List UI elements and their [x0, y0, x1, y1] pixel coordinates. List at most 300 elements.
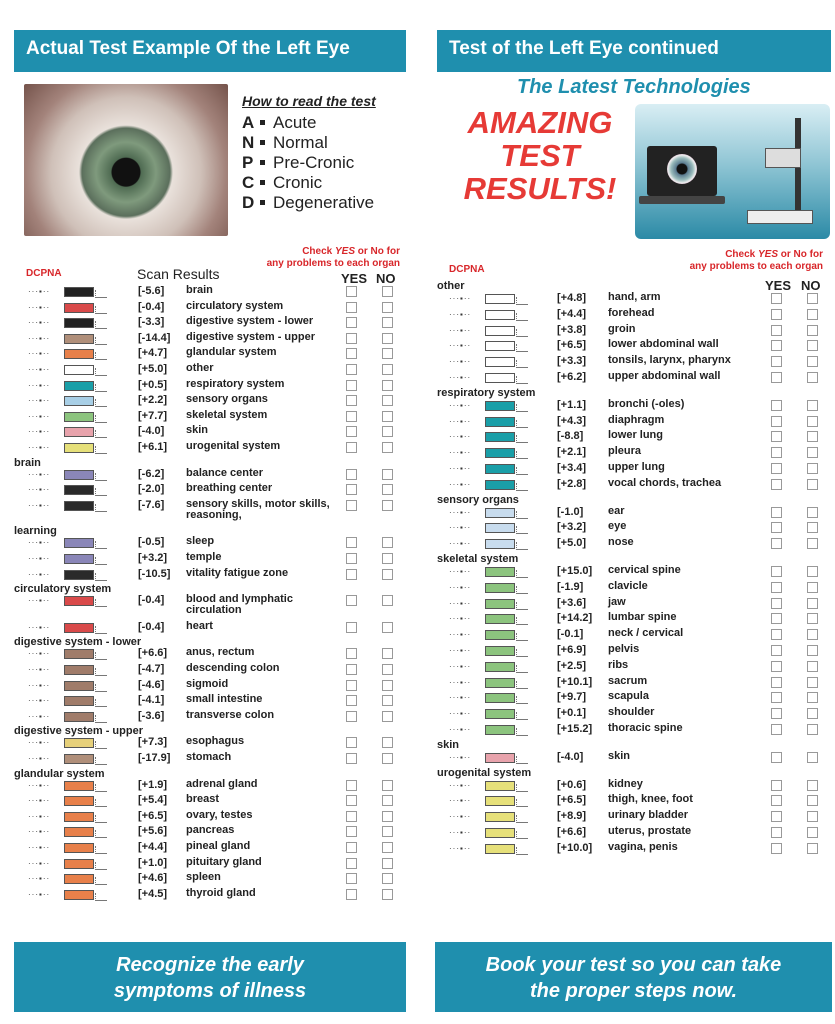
result-row	[28, 332, 396, 346]
no-checkbox[interactable]	[382, 811, 393, 822]
yes-checkbox[interactable]	[346, 695, 357, 706]
promo-line: RESULTS!	[463, 171, 617, 206]
scale-tick	[516, 696, 528, 704]
result-row	[449, 399, 821, 413]
organ-label: forehead	[608, 306, 655, 319]
yes-checkbox[interactable]	[346, 889, 357, 900]
dcpna-indicator: ···▪··	[28, 858, 51, 868]
yes-checkbox[interactable]	[346, 484, 357, 495]
scale-tick	[95, 368, 107, 376]
yes-checkbox[interactable]	[346, 442, 357, 453]
yes-checkbox[interactable]	[771, 538, 782, 549]
yes-checkbox[interactable]	[771, 293, 782, 304]
no-checkbox[interactable]	[807, 677, 818, 688]
organ-label: balance center	[186, 466, 264, 479]
no-checkbox[interactable]	[382, 664, 393, 675]
yes-checkbox[interactable]	[771, 780, 782, 791]
organ-label: pelvis	[608, 643, 640, 655]
level-swatch	[485, 539, 515, 549]
no-checkbox[interactable]	[382, 889, 393, 900]
dcpna-indicator: ···▪··	[449, 677, 472, 687]
level-swatch	[64, 738, 94, 748]
scale-tick	[516, 815, 528, 823]
yes-checkbox[interactable]	[771, 582, 782, 593]
scan-results-heading: Scan Results	[137, 266, 220, 282]
dcpna-indicator: ···▪··	[28, 596, 51, 606]
yes-checkbox[interactable]	[771, 677, 782, 688]
no-checkbox[interactable]	[382, 484, 393, 495]
dcpna-indicator: ···▪··	[449, 325, 472, 335]
no-checkbox[interactable]	[807, 708, 818, 719]
yes-checkbox[interactable]	[771, 598, 782, 609]
scale-tick	[516, 376, 528, 384]
left-header	[14, 30, 406, 72]
no-checkbox[interactable]	[807, 372, 818, 383]
dcpna-indicator: ···▪··	[449, 464, 472, 473]
no-checkbox[interactable]	[382, 873, 393, 884]
dcpna-label: DCPNA	[26, 268, 62, 279]
no-checkbox[interactable]	[382, 348, 393, 359]
organ-label: pleura	[608, 445, 642, 458]
level-swatch	[64, 554, 94, 564]
dcpna-label: DCPNA	[449, 264, 485, 275]
result-row	[449, 581, 821, 595]
scale-tick	[516, 586, 528, 594]
level-swatch	[485, 583, 515, 593]
scale-tick	[95, 652, 107, 660]
organ-label: jaw	[608, 595, 626, 608]
right-panel	[425, 0, 835, 1024]
yes-checkbox[interactable]	[346, 286, 357, 297]
legend-label: Acute	[273, 113, 317, 132]
dcpna-indicator: ···▪··	[449, 828, 472, 837]
level-swatch	[64, 381, 94, 391]
no-checkbox[interactable]	[807, 566, 818, 577]
scan-value: [+15.2]	[557, 723, 593, 735]
yes-checkbox[interactable]	[346, 395, 357, 406]
yes-checkbox[interactable]	[346, 364, 357, 375]
no-checkbox[interactable]	[382, 842, 393, 853]
legend-row	[242, 193, 412, 213]
yes-checkbox[interactable]	[771, 708, 782, 719]
scan-value: [-0.4]	[138, 300, 165, 313]
dcpna-indicator: ···▪··	[28, 665, 51, 674]
dcpna-indicator: ···▪··	[449, 400, 472, 410]
yes-checkbox[interactable]	[346, 302, 357, 313]
yes-checkbox[interactable]	[771, 522, 782, 533]
organ-label: temple	[186, 551, 222, 563]
no-checkbox[interactable]	[807, 780, 818, 791]
yes-checkbox[interactable]	[771, 372, 782, 383]
scale-tick	[95, 815, 107, 823]
no-checkbox[interactable]	[807, 538, 818, 549]
level-swatch	[64, 412, 94, 422]
scale-tick	[95, 784, 107, 792]
level-swatch	[64, 470, 94, 480]
result-row	[449, 644, 821, 658]
yes-checkbox[interactable]	[771, 724, 782, 735]
level-swatch	[485, 567, 515, 577]
legend-row	[242, 153, 412, 173]
scan-value: [+2.1]	[557, 446, 587, 459]
legend-row	[242, 133, 412, 153]
result-row	[449, 842, 821, 856]
no-checkbox[interactable]	[382, 711, 393, 722]
yes-checkbox[interactable]	[346, 780, 357, 791]
no-checkbox[interactable]	[807, 431, 818, 442]
scan-value: [+8.9]	[557, 810, 587, 823]
result-row	[449, 521, 821, 535]
section-title: brain	[14, 456, 41, 469]
dcpna-indicator: ···▪··	[449, 661, 472, 671]
yes-checkbox[interactable]	[771, 613, 782, 624]
no-checkbox[interactable]	[382, 333, 393, 344]
right-title: Test of the Left Eye continued	[449, 38, 719, 59]
level-swatch	[485, 646, 515, 656]
scan-value: [+1.1]	[557, 398, 587, 411]
no-checkbox[interactable]	[807, 598, 818, 609]
no-checkbox[interactable]	[382, 364, 393, 375]
yes-checkbox[interactable]	[346, 426, 357, 437]
yes-checkbox[interactable]	[346, 333, 357, 344]
no-checkbox[interactable]	[807, 356, 818, 367]
yes-checkbox[interactable]	[346, 858, 357, 869]
yes-checkbox[interactable]	[771, 463, 782, 474]
yes-checkbox[interactable]	[771, 507, 782, 518]
no-checkbox[interactable]	[807, 629, 818, 640]
scale-tick	[516, 799, 528, 807]
organ-label: sigmoid	[186, 677, 229, 690]
yes-checkbox[interactable]	[346, 737, 357, 748]
level-swatch	[64, 596, 94, 606]
organ-label: sleep	[186, 535, 215, 548]
scale-tick	[516, 847, 528, 855]
scan-value: [+2.2]	[138, 394, 168, 407]
no-checkbox[interactable]	[807, 416, 818, 427]
scale-tick	[516, 451, 528, 459]
no-checkbox[interactable]	[382, 553, 393, 564]
level-swatch	[485, 781, 515, 791]
yes-checkbox[interactable]	[771, 400, 782, 411]
no-checkbox[interactable]	[807, 795, 818, 806]
result-row	[449, 308, 821, 322]
organ-label: neck / cervical	[608, 627, 684, 640]
organ-label: thoracic spine	[608, 722, 683, 734]
no-checkbox[interactable]	[382, 537, 393, 548]
no-checkbox[interactable]	[807, 479, 818, 490]
scale-tick	[516, 542, 528, 550]
organ-label: ovary, testes	[186, 808, 253, 821]
level-swatch	[485, 709, 515, 719]
yes-checkbox[interactable]	[771, 447, 782, 458]
legend-letter: A	[242, 113, 255, 132]
dcpna-indicator: ···▪··	[28, 649, 51, 659]
no-checkbox[interactable]	[807, 507, 818, 518]
scan-value: [+5.4]	[138, 794, 168, 807]
yes-checkbox[interactable]	[771, 661, 782, 672]
section-title: digestive system - upper	[14, 725, 143, 738]
how-to-read-legend	[242, 93, 412, 213]
no-checkbox[interactable]	[382, 442, 393, 453]
dcpna-indicator: ···▪··	[449, 432, 472, 442]
dcpna-indicator: ···▪··	[28, 843, 51, 852]
scan-value: [+1.0]	[138, 856, 168, 869]
scan-value: [+4.4]	[138, 841, 168, 853]
no-checkbox[interactable]	[807, 400, 818, 411]
result-row	[28, 441, 396, 455]
yes-checkbox[interactable]	[346, 680, 357, 691]
no-checkbox[interactable]	[807, 463, 818, 474]
scale-tick	[95, 626, 107, 634]
no-checkbox[interactable]	[382, 780, 393, 791]
result-row	[449, 478, 821, 492]
no-checkbox[interactable]	[382, 569, 393, 580]
no-checkbox[interactable]	[382, 737, 393, 748]
no-checkbox[interactable]	[807, 827, 818, 838]
no-checkbox[interactable]	[382, 826, 393, 837]
result-row	[28, 410, 396, 424]
no-header: NO	[376, 271, 396, 286]
no-checkbox[interactable]	[382, 858, 393, 869]
level-swatch	[485, 678, 515, 688]
yes-checkbox[interactable]	[346, 500, 357, 511]
scale-tick	[516, 617, 528, 625]
yes-checkbox[interactable]	[346, 537, 357, 548]
scale-tick	[95, 337, 107, 345]
scan-value: [+2.8]	[557, 477, 587, 490]
no-checkbox[interactable]	[382, 411, 393, 422]
level-swatch	[485, 614, 515, 624]
result-row	[449, 506, 821, 520]
organ-label: heart	[186, 619, 213, 632]
scale-tick	[95, 846, 107, 854]
level-swatch	[485, 753, 515, 763]
yes-checkbox[interactable]	[346, 469, 357, 480]
scan-value: [+3.4]	[557, 462, 587, 474]
organ-label: spleen	[186, 871, 221, 884]
no-checkbox[interactable]	[382, 286, 393, 297]
no-checkbox[interactable]	[807, 613, 818, 624]
yes-checkbox[interactable]	[346, 622, 357, 633]
dcpna-indicator: ···▪··	[449, 843, 472, 853]
no-checkbox[interactable]	[382, 500, 393, 511]
dcpna-indicator: ···▪··	[449, 598, 472, 608]
organ-label: pancreas	[186, 824, 235, 837]
no-header: NO	[801, 278, 821, 293]
yes-checkbox[interactable]	[771, 843, 782, 854]
yes-checkbox[interactable]	[346, 648, 357, 659]
no-checkbox[interactable]	[807, 811, 818, 822]
yes-checkbox[interactable]	[771, 645, 782, 656]
yes-checkbox[interactable]	[346, 711, 357, 722]
level-swatch	[64, 427, 94, 437]
yes-checkbox[interactable]	[346, 811, 357, 822]
camera-scope-image	[747, 118, 813, 228]
no-checkbox[interactable]	[382, 753, 393, 764]
yes-checkbox[interactable]	[771, 629, 782, 640]
no-checkbox[interactable]	[382, 695, 393, 706]
no-checkbox[interactable]	[807, 293, 818, 304]
scan-value: [+2.5]	[557, 659, 587, 672]
dcpna-indicator: ···▪··	[449, 812, 472, 822]
yes-checkbox[interactable]	[771, 752, 782, 763]
dcpna-indicator: ···▪··	[449, 294, 472, 303]
scale-tick	[95, 862, 107, 870]
result-row	[449, 462, 821, 476]
dcpna-indicator: ···▪··	[449, 357, 472, 367]
no-checkbox[interactable]	[807, 309, 818, 320]
scale-tick	[95, 352, 107, 360]
scan-value: [+0.6]	[557, 778, 587, 791]
dcpna-indicator: ···▪··	[28, 827, 51, 837]
yes-checkbox[interactable]	[346, 873, 357, 884]
dcpna-indicator: ···▪··	[28, 569, 51, 579]
dcpna-indicator: ···▪··	[28, 349, 51, 359]
no-checkbox[interactable]	[807, 522, 818, 533]
yes-checkbox[interactable]	[771, 416, 782, 427]
no-checkbox[interactable]	[382, 469, 393, 480]
yes-checkbox[interactable]	[771, 811, 782, 822]
scale-tick	[516, 344, 528, 352]
organ-label: kidney	[608, 777, 643, 790]
no-checkbox[interactable]	[382, 595, 393, 606]
result-row	[28, 593, 396, 617]
scan-value: [+0.1]	[557, 707, 587, 720]
organ-label: skin	[608, 749, 631, 762]
organ-label: urogenital system	[186, 440, 281, 452]
no-checkbox[interactable]	[382, 795, 393, 806]
scale-tick	[95, 757, 107, 765]
no-checkbox[interactable]	[807, 752, 818, 763]
yes-checkbox[interactable]	[771, 325, 782, 336]
scan-value: [+4.6]	[138, 872, 168, 885]
level-swatch	[485, 480, 515, 490]
level-swatch	[485, 401, 515, 411]
level-swatch	[485, 523, 515, 533]
result-row	[28, 379, 396, 393]
section-title: sensory organs	[437, 493, 519, 506]
yes-checkbox[interactable]	[771, 309, 782, 320]
yes-checkbox[interactable]	[346, 317, 357, 328]
scan-value: [+0.5]	[138, 378, 168, 391]
yes-checkbox[interactable]	[771, 431, 782, 442]
result-row	[449, 430, 821, 444]
scale-tick	[516, 297, 528, 305]
scan-value: [+6.2]	[557, 371, 587, 383]
no-checkbox[interactable]	[382, 317, 393, 328]
promo-headline	[445, 106, 635, 205]
level-swatch	[485, 448, 515, 458]
yes-checkbox[interactable]	[346, 348, 357, 359]
scale-tick	[95, 668, 107, 676]
no-checkbox[interactable]	[382, 648, 393, 659]
no-checkbox[interactable]	[382, 302, 393, 313]
yes-checkbox[interactable]	[346, 664, 357, 675]
scale-tick	[95, 504, 107, 512]
yes-checkbox[interactable]	[346, 595, 357, 606]
yes-checkbox[interactable]	[346, 826, 357, 837]
no-checkbox[interactable]	[807, 447, 818, 458]
yes-checkbox[interactable]	[346, 795, 357, 806]
scan-value: [-3.3]	[138, 316, 165, 329]
no-checkbox[interactable]	[382, 680, 393, 691]
scale-tick	[516, 633, 528, 641]
scan-value: [-0.1]	[557, 628, 584, 641]
no-checkbox[interactable]	[807, 843, 818, 854]
yes-checkbox[interactable]	[771, 479, 782, 490]
yes-checkbox[interactable]	[771, 340, 782, 351]
legend-row	[242, 173, 412, 193]
no-checkbox[interactable]	[807, 325, 818, 336]
yes-checkbox[interactable]	[346, 380, 357, 391]
no-checkbox[interactable]	[807, 692, 818, 703]
dcpna-indicator: ···▪··	[28, 696, 51, 706]
no-checkbox[interactable]	[382, 380, 393, 391]
yes-checkbox[interactable]	[346, 553, 357, 564]
yes-checkbox[interactable]	[771, 692, 782, 703]
no-checkbox[interactable]	[807, 645, 818, 656]
no-checkbox[interactable]	[807, 661, 818, 672]
result-row	[28, 347, 396, 361]
yes-checkbox[interactable]	[346, 569, 357, 580]
organ-label: upper abdominal wall	[608, 370, 721, 382]
yes-checkbox[interactable]	[771, 795, 782, 806]
yes-checkbox[interactable]	[346, 411, 357, 422]
result-row	[28, 394, 396, 408]
dcpna-indicator: ···▪··	[28, 538, 51, 548]
level-swatch	[485, 464, 515, 474]
yes-checkbox[interactable]	[346, 753, 357, 764]
scale-tick	[516, 831, 528, 839]
result-row	[28, 779, 396, 793]
level-swatch	[64, 754, 94, 764]
yes-checkbox[interactable]	[771, 356, 782, 367]
dcpna-indicator: ···▪··	[28, 711, 51, 721]
no-checkbox[interactable]	[382, 622, 393, 633]
level-swatch	[485, 326, 515, 336]
how-to-title: How to read the test	[242, 93, 376, 109]
scan-value: [-0.4]	[138, 620, 165, 633]
dcpna-indicator: ···▪··	[28, 427, 51, 437]
no-checkbox[interactable]	[382, 395, 393, 406]
organ-label: upper lung	[608, 461, 665, 473]
no-checkbox[interactable]	[807, 340, 818, 351]
organ-label: skin	[186, 424, 209, 437]
result-row	[449, 826, 821, 840]
organ-label: sensory skills, motor skills, reasoning,	[186, 497, 330, 521]
yes-checkbox[interactable]	[346, 842, 357, 853]
no-checkbox[interactable]	[807, 582, 818, 593]
scale-tick	[95, 473, 107, 481]
scale-tick	[95, 893, 107, 901]
result-row	[28, 301, 396, 315]
yes-checkbox[interactable]	[771, 566, 782, 577]
no-checkbox[interactable]	[807, 724, 818, 735]
level-swatch	[64, 843, 94, 853]
no-checkbox[interactable]	[382, 426, 393, 437]
organ-label: eye	[608, 520, 627, 533]
scale-tick	[516, 511, 528, 519]
level-swatch	[485, 662, 515, 672]
organ-label: vagina, penis	[608, 840, 678, 853]
yes-checkbox[interactable]	[771, 827, 782, 838]
organ-label: sacrum	[608, 674, 648, 687]
scan-value: [-4.0]	[557, 750, 584, 763]
scan-value: [+3.3]	[557, 355, 587, 368]
dcpna-indicator: ···▪··	[28, 396, 51, 406]
organ-label: pineal gland	[186, 840, 251, 852]
organ-label: tonsils, larynx, pharynx	[608, 354, 731, 367]
